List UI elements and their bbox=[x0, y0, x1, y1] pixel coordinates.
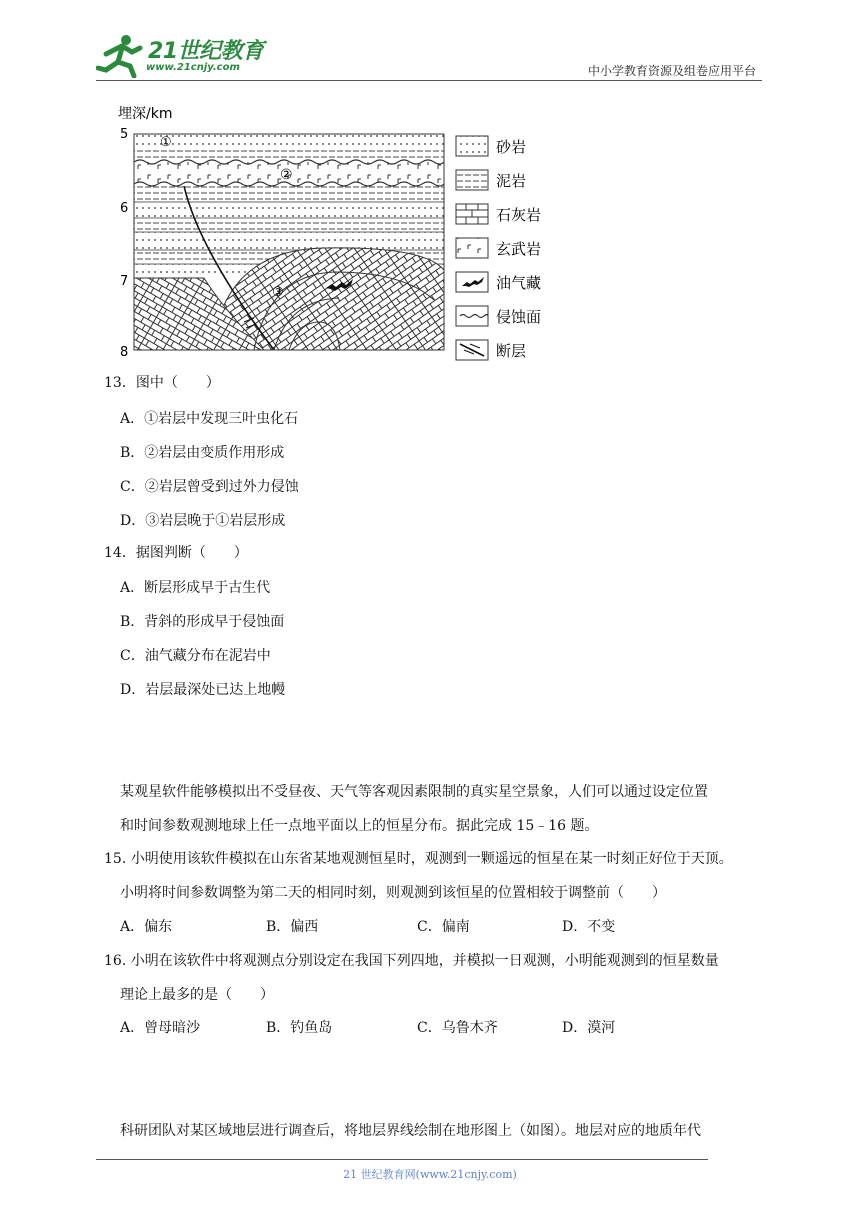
question-13-stem: 13．图中（ ） bbox=[104, 375, 220, 391]
sandstone-icon bbox=[456, 136, 488, 156]
geologic-cross-section-figure bbox=[104, 100, 560, 362]
legend-label-limestone: 石灰岩 bbox=[496, 206, 542, 224]
question-14-stem: 14．据图判断（ ） bbox=[104, 545, 248, 561]
question-16-stem-line-1: 16. 小明在该软件中将观测点分别设定在我国下列四地，并模拟一日观测，小明能观测到的恒星数量 bbox=[104, 953, 719, 969]
y-tick-6: 6 bbox=[120, 201, 129, 216]
layer-label-1: ① bbox=[160, 135, 172, 150]
mudstone-icon bbox=[456, 170, 488, 190]
legend-label-oil-gas: 油气藏 bbox=[496, 274, 542, 292]
runner-logo-icon bbox=[96, 32, 148, 78]
legend-label-basalt: 玄武岩 bbox=[496, 240, 542, 258]
legend-label-fault: 断层 bbox=[496, 342, 527, 360]
question-15-option-b[interactable]: B．偏西 bbox=[266, 919, 319, 935]
header-divider bbox=[96, 80, 762, 81]
question-13-option-d[interactable]: D．③岩层晚于①岩层形成 bbox=[120, 513, 286, 529]
legend-label-erosion-surface: 侵蚀面 bbox=[496, 308, 542, 326]
question-13-option-c[interactable]: C．②岩层曾受到过外力侵蚀 bbox=[120, 479, 299, 495]
question-15-option-c[interactable]: C．偏南 bbox=[417, 919, 470, 935]
y-tick-5: 5 bbox=[120, 127, 129, 142]
y-tick-7: 7 bbox=[120, 274, 129, 289]
question-14-option-b[interactable]: B．背斜的形成早于侵蚀面 bbox=[120, 614, 285, 630]
logo-url: www.21cnjy.com bbox=[146, 62, 240, 73]
question-16-option-b[interactable]: B．钓鱼岛 bbox=[266, 1020, 333, 1036]
page-header bbox=[96, 32, 762, 78]
logo-text: 21世纪教育 bbox=[148, 39, 264, 64]
cross-section-svg bbox=[104, 100, 560, 362]
header-platform-text: 中小学教育资源及组卷应用平台 bbox=[587, 64, 756, 78]
question-16-option-c[interactable]: C．乌鲁木齐 bbox=[417, 1020, 498, 1036]
layer-label-3: ③ bbox=[272, 285, 284, 300]
intro-15-16-line-1: 某观星软件能够模拟出不受昼夜、天气等客观因素限制的真实星空景象，人们可以通过设定位置 bbox=[120, 784, 708, 800]
question-16-option-a[interactable]: A．曾母暗沙 bbox=[120, 1020, 201, 1036]
footer-divider bbox=[96, 1159, 708, 1160]
fault-icon bbox=[456, 340, 488, 360]
basalt-icon bbox=[456, 238, 488, 258]
question-14-option-d[interactable]: D．岩层最深处已达上地幔 bbox=[120, 682, 286, 698]
question-13-option-a[interactable]: A．①岩层中发现三叶虫化石 bbox=[120, 411, 299, 427]
footer-text[interactable]: 21 世纪教育网(www.21cnjy.com) bbox=[343, 1168, 517, 1181]
legend-label-sandstone: 砂岩 bbox=[496, 138, 527, 156]
site-logo[interactable] bbox=[96, 32, 266, 78]
limestone-icon bbox=[456, 204, 488, 224]
question-16-stem-line-2: 理论上最多的是（ ） bbox=[120, 987, 274, 1003]
oil-gas-icon bbox=[456, 272, 488, 292]
question-15-stem-line-2: 小明将时间参数调整为第二天的相同时刻，则观测到该恒星的位置相较于调整前（ ） bbox=[120, 885, 666, 901]
erosion-surface-icon bbox=[456, 306, 488, 326]
y-axis-title: 埋深/km bbox=[118, 106, 173, 122]
figure-legend bbox=[456, 136, 541, 360]
question-13-option-b[interactable]: B．②岩层由变质作用形成 bbox=[120, 445, 285, 461]
question-15-option-a[interactable]: A．偏东 bbox=[120, 919, 173, 935]
question-16-option-d[interactable]: D．漠河 bbox=[562, 1020, 616, 1036]
question-14-option-a[interactable]: A．断层形成早于古生代 bbox=[120, 580, 271, 596]
legend-label-mudstone: 泥岩 bbox=[496, 172, 527, 190]
question-15-option-d[interactable]: D．不变 bbox=[562, 919, 616, 935]
intro-15-16-line-2: 和时间参数观测地球上任一点地平面以上的恒星分布。据此完成 15﹣16 题。 bbox=[120, 818, 599, 834]
intro-next-line-1: 科研团队对某区域地层进行调查后，将地层界线绘制在地形图上（如图）。地层对应的地质年代 bbox=[120, 1123, 701, 1139]
y-tick-8: 8 bbox=[120, 345, 129, 360]
question-15-stem-line-1: 15. 小明使用该软件模拟在山东省某地观测恒星时，观测到一颗遥远的恒星在某一时刻正好位于天顶。 bbox=[104, 851, 733, 867]
layer-label-2: ② bbox=[280, 167, 293, 183]
question-14-option-c[interactable]: C．油气藏分布在泥岩中 bbox=[120, 648, 271, 664]
